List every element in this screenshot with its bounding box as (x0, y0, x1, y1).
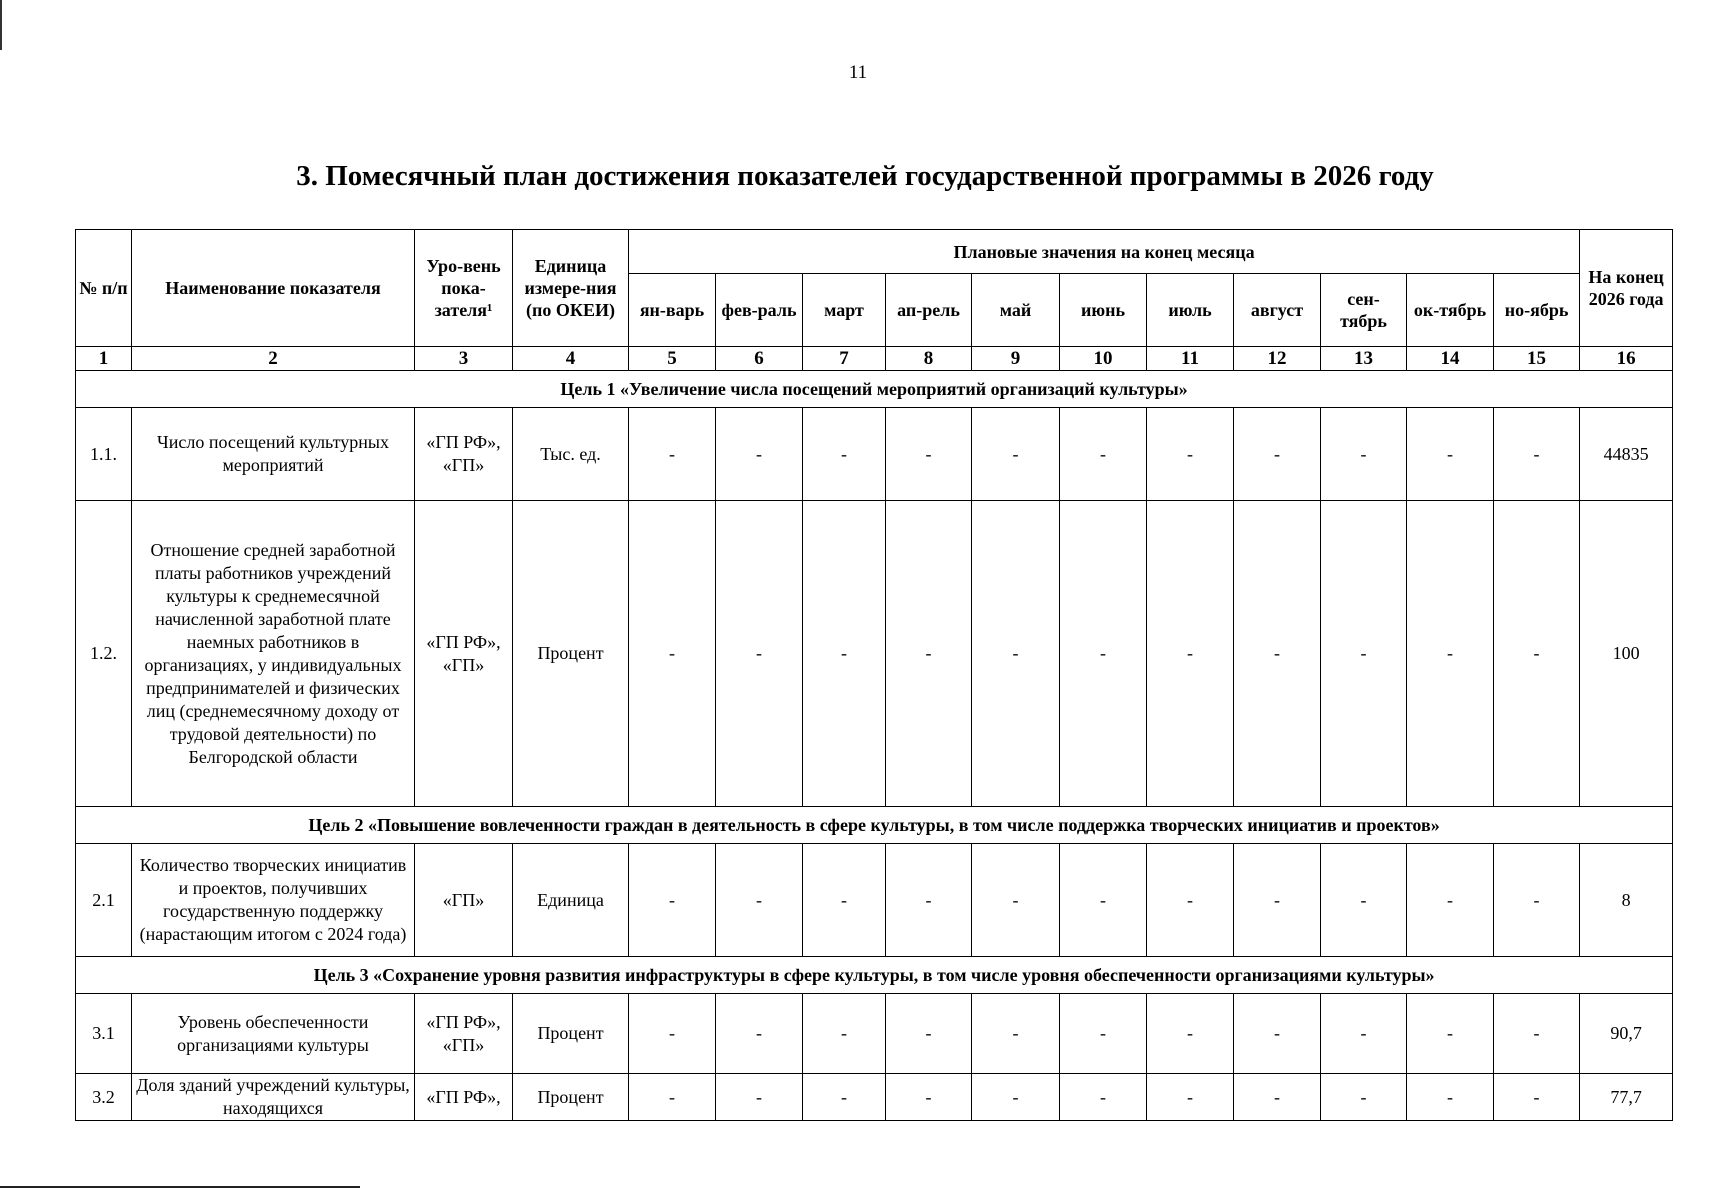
header-name: Наименование показателя (132, 230, 415, 347)
month-value: - (1234, 501, 1321, 807)
month-value: - (629, 408, 716, 501)
monthly-plan-table (75, 229, 1673, 1121)
month-value: - (1407, 1074, 1494, 1121)
month-value: - (629, 994, 716, 1074)
month-value: - (886, 994, 972, 1074)
column-number: 7 (803, 347, 886, 371)
column-number: 15 (1494, 347, 1580, 371)
indicator-name: Количество творческих инициатив и проектов, получивших государственную поддержку (нарастающим итогом с 2024 года) (132, 844, 415, 957)
month-value: - (1321, 501, 1407, 807)
month-value: - (1060, 844, 1147, 957)
indicator-num: 2.1 (76, 844, 132, 957)
month-value: - (629, 1074, 716, 1121)
month-value: - (1060, 501, 1147, 807)
month-value: - (972, 844, 1060, 957)
column-number: 3 (415, 347, 513, 371)
header-month: июнь (1060, 274, 1147, 347)
month-value: - (1234, 994, 1321, 1074)
column-number: 16 (1580, 347, 1673, 371)
header-month: ок-тябрь (1407, 274, 1494, 347)
column-number: 2 (132, 347, 415, 371)
indicator-level: «ГП РФ», «ГП» (415, 994, 513, 1074)
month-value: - (1321, 1074, 1407, 1121)
header-month: фев-раль (716, 274, 803, 347)
header-level: Уро-вень пока-зателя¹ (415, 230, 513, 347)
header-month: май (972, 274, 1060, 347)
header-month: ап-рель (886, 274, 972, 347)
indicator-name: Уровень обеспеченности организациями культуры (132, 994, 415, 1074)
month-value: - (803, 501, 886, 807)
table-row (76, 1074, 1673, 1121)
scan-edge-line (0, 0, 2, 50)
month-value: - (1147, 1074, 1234, 1121)
month-value: - (629, 501, 716, 807)
month-value: - (803, 408, 886, 501)
indicator-unit: Процент (513, 1074, 629, 1121)
table-body (76, 371, 1673, 1121)
month-value: - (1321, 994, 1407, 1074)
column-number: 12 (1234, 347, 1321, 371)
table-row (76, 501, 1673, 807)
month-value: - (886, 501, 972, 807)
month-value: - (1494, 408, 1580, 501)
month-value: - (1407, 408, 1494, 501)
column-number: 8 (886, 347, 972, 371)
month-value: - (716, 1074, 803, 1121)
month-value: - (972, 408, 1060, 501)
end-of-year-value: 44835 (1580, 408, 1673, 501)
month-value: - (972, 1074, 1060, 1121)
goal-row (76, 957, 1673, 994)
column-number: 14 (1407, 347, 1494, 371)
indicator-unit: Единица (513, 844, 629, 957)
end-of-year-value: 90,7 (1580, 994, 1673, 1074)
indicator-unit: Тыс. ед. (513, 408, 629, 501)
column-number: 1 (76, 347, 132, 371)
header-month: ян-варь (629, 274, 716, 347)
month-value: - (972, 501, 1060, 807)
header-month: но-ябрь (1494, 274, 1580, 347)
header-month: июль (1147, 274, 1234, 347)
header-month: август (1234, 274, 1321, 347)
month-value: - (1494, 1074, 1580, 1121)
column-number: 11 (1147, 347, 1234, 371)
end-of-year-value: 100 (1580, 501, 1673, 807)
month-value: - (1494, 501, 1580, 807)
month-value: - (1060, 408, 1147, 501)
month-value: - (1147, 408, 1234, 501)
month-value: - (1234, 1074, 1321, 1121)
month-value: - (1407, 501, 1494, 807)
table-row (76, 408, 1673, 501)
table-row (76, 844, 1673, 957)
header-unit: Единица измере-ния (по ОКЕИ) (513, 230, 629, 347)
indicator-unit: Процент (513, 994, 629, 1074)
column-number: 5 (629, 347, 716, 371)
indicator-num: 1.2. (76, 501, 132, 807)
month-value: - (1234, 844, 1321, 957)
column-number: 10 (1060, 347, 1147, 371)
month-value: - (716, 844, 803, 957)
month-value: - (1147, 994, 1234, 1074)
month-value: - (886, 408, 972, 501)
indicator-num: 1.1. (76, 408, 132, 501)
month-value: - (886, 1074, 972, 1121)
month-value: - (716, 994, 803, 1074)
month-value: - (716, 408, 803, 501)
header-month: сен-тябрь (1321, 274, 1407, 347)
indicator-level: «ГП РФ», (415, 1074, 513, 1121)
page-title: 3. Помесячный план достижения показателей государственной программы в 2026 году (296, 160, 1434, 192)
end-of-year-value: 77,7 (1580, 1074, 1673, 1121)
month-value: - (1494, 844, 1580, 957)
indicator-num: 3.2 (76, 1074, 132, 1121)
column-number: 9 (972, 347, 1060, 371)
month-value: - (972, 994, 1060, 1074)
indicator-name: Отношение средней заработной платы работников учреждений культуры к среднемесячной начисленной заработной плате наемных работников в организациях, у индивидуальных предпринимателей и физических лиц (среднемесячному доходу от трудовой деятельности) по Белгородской области (132, 501, 415, 807)
indicator-level: «ГП РФ», «ГП» (415, 501, 513, 807)
end-of-year-value: 8 (1580, 844, 1673, 957)
goal-row (76, 371, 1673, 408)
month-value: - (803, 994, 886, 1074)
month-value: - (1407, 994, 1494, 1074)
month-value: - (803, 844, 886, 957)
indicator-num: 3.1 (76, 994, 132, 1074)
month-value: - (1060, 994, 1147, 1074)
month-value: - (1321, 844, 1407, 957)
month-value: - (1060, 1074, 1147, 1121)
goal-row (76, 807, 1673, 844)
table-row (76, 994, 1673, 1074)
column-number: 4 (513, 347, 629, 371)
month-value: - (1147, 501, 1234, 807)
indicator-level: «ГП» (415, 844, 513, 957)
goal-title: Цель 3 «Сохранение уровня развития инфраструктуры в сфере культуры, в том числе уровня обеспеченности организациями культуры» (76, 957, 1673, 994)
month-value: - (886, 844, 972, 957)
indicator-unit: Процент (513, 501, 629, 807)
header-month: март (803, 274, 886, 347)
month-value: - (1147, 844, 1234, 957)
month-value: - (1407, 844, 1494, 957)
column-number: 6 (716, 347, 803, 371)
page-number: 11 (848, 62, 868, 83)
footnote-separator (0, 1186, 360, 1188)
goal-title: Цель 2 «Повышение вовлеченности граждан в деятельность в сфере культуры, в том числе поддержка творческих инициатив и проектов» (76, 807, 1673, 844)
goal-title: Цель 1 «Увеличение числа посещений мероприятий организаций культуры» (76, 371, 1673, 408)
month-value: - (1234, 408, 1321, 501)
header-planned-values: Плановые значения на конец месяца (629, 230, 1580, 274)
indicator-name: Доля зданий учреждений культуры, находящихся (132, 1074, 415, 1121)
month-value: - (1321, 408, 1407, 501)
header-end-of-year: На конец 2026 года (1580, 230, 1673, 347)
indicator-level: «ГП РФ», «ГП» (415, 408, 513, 501)
month-value: - (803, 1074, 886, 1121)
month-value: - (716, 501, 803, 807)
indicator-name: Число посещений культурных мероприятий (132, 408, 415, 501)
header-num: № п/п (76, 230, 132, 347)
table-header (76, 230, 1673, 371)
month-value: - (1494, 994, 1580, 1074)
column-number: 13 (1321, 347, 1407, 371)
month-value: - (629, 844, 716, 957)
